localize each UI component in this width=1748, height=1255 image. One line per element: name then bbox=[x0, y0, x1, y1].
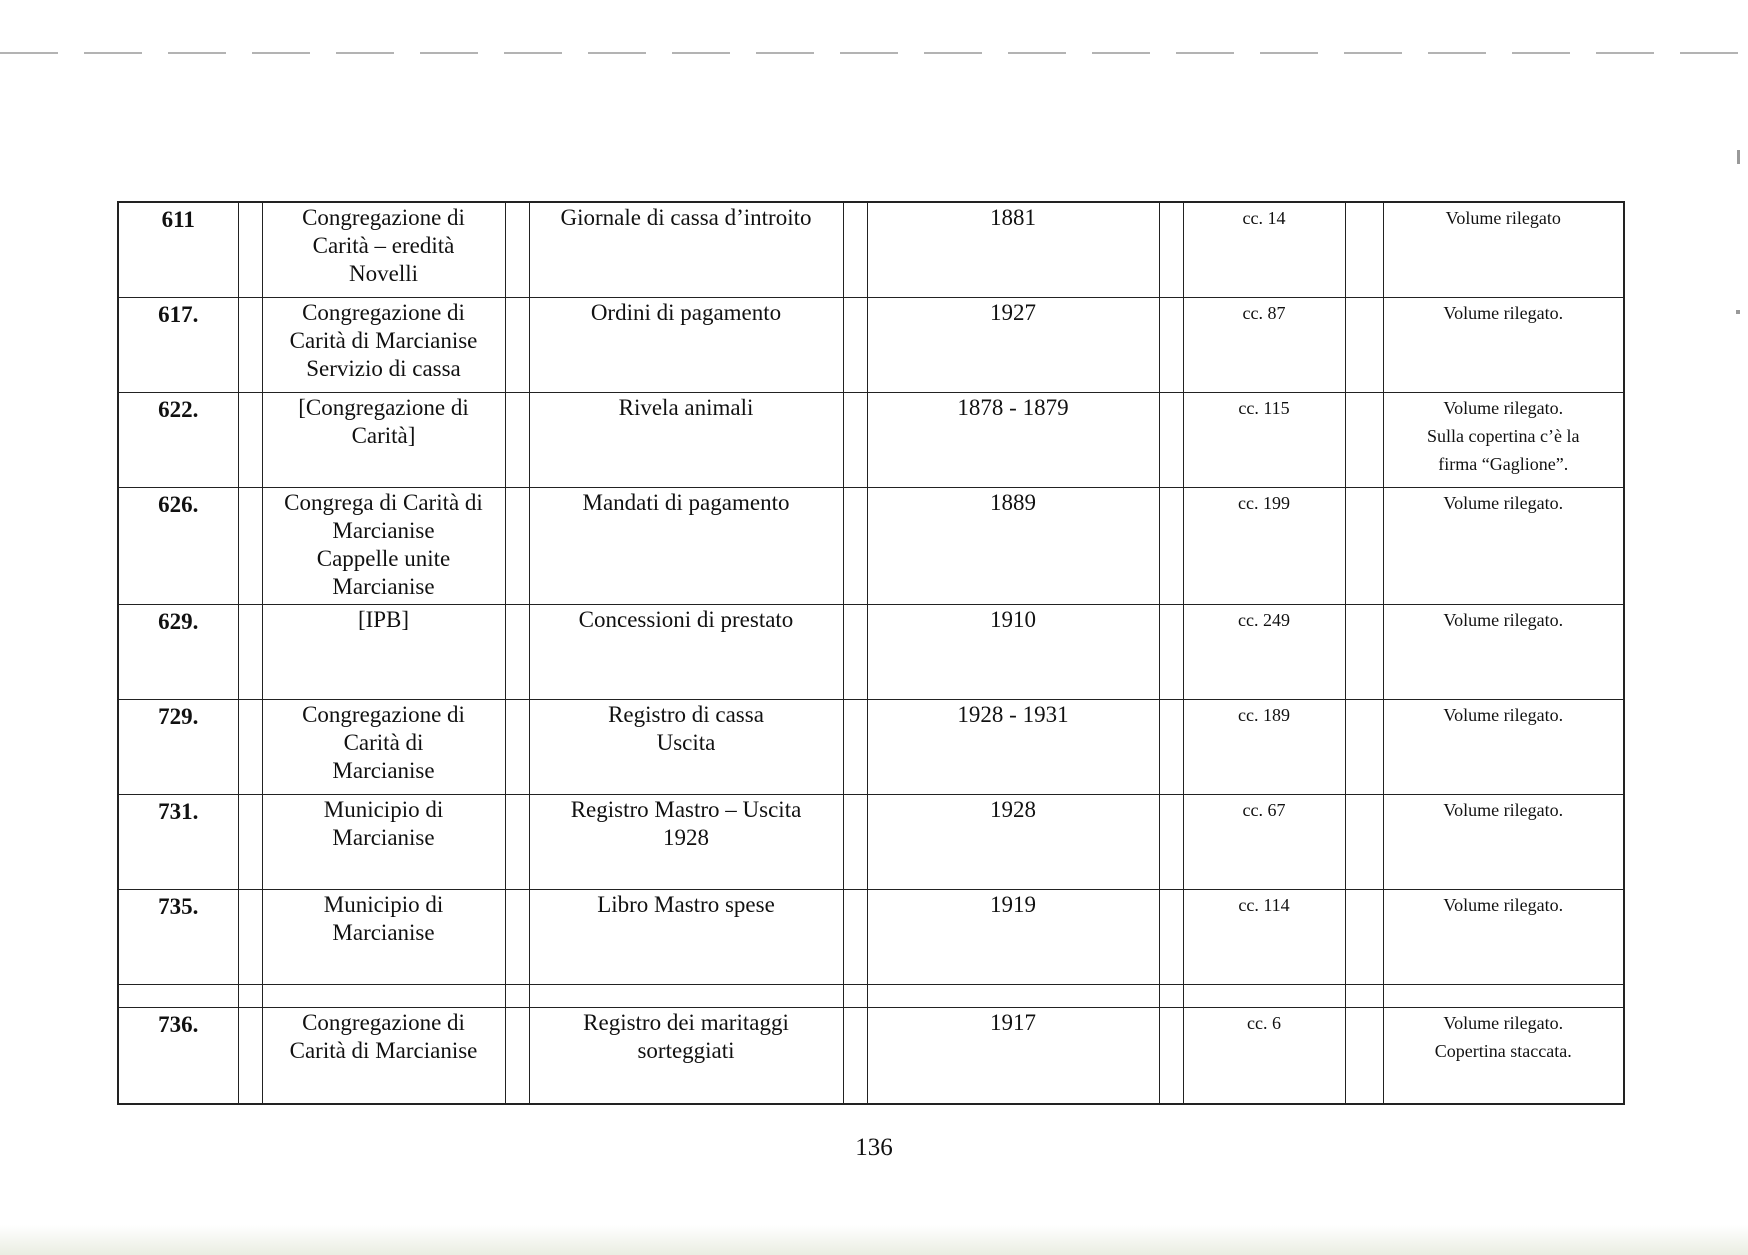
column-divider bbox=[843, 1008, 867, 1105]
column-divider bbox=[505, 795, 529, 890]
source-line: Congregazione di bbox=[302, 205, 465, 230]
note-line: Volume rilegato. bbox=[1443, 493, 1564, 513]
column-divider bbox=[505, 985, 529, 1008]
source-line: Servizio di cassa bbox=[306, 356, 461, 381]
note-line: Volume rilegato. bbox=[1443, 303, 1564, 323]
column-divider bbox=[505, 605, 529, 700]
note-line: Sulla copertina c’è la bbox=[1427, 426, 1580, 446]
page-number: 136 bbox=[855, 1134, 893, 1161]
column-divider bbox=[1345, 298, 1383, 393]
column-divider bbox=[843, 700, 867, 795]
source-line: Cappelle unite bbox=[316, 546, 451, 571]
record-number: 617. bbox=[118, 298, 238, 393]
record-note bbox=[1383, 700, 1624, 795]
record-number: 736. bbox=[118, 1008, 238, 1105]
column-divider bbox=[505, 700, 529, 795]
source-line: Carità] bbox=[351, 423, 416, 448]
column-divider bbox=[1345, 202, 1383, 298]
record-carte: cc. 6 bbox=[1183, 1008, 1345, 1105]
record-source bbox=[262, 393, 505, 488]
column-divider bbox=[238, 795, 262, 890]
source-line: Congregazione di bbox=[302, 1010, 465, 1035]
source-line: [Congregazione di bbox=[298, 395, 469, 420]
record-description bbox=[529, 605, 843, 700]
record-description bbox=[529, 202, 843, 298]
record-carte: cc. 14 bbox=[1183, 202, 1345, 298]
record-description bbox=[529, 1008, 843, 1105]
column-divider bbox=[1345, 890, 1383, 985]
record-source bbox=[262, 890, 505, 985]
scan-edge-dot bbox=[1736, 310, 1740, 314]
record-description bbox=[529, 795, 843, 890]
scan-bottom-edge bbox=[0, 1225, 1748, 1255]
column-divider bbox=[505, 890, 529, 985]
note-line: firma “Gaglione”. bbox=[1438, 454, 1569, 474]
note-line: Volume rilegato. bbox=[1443, 800, 1564, 820]
source-line: Carità di Marcianise bbox=[289, 328, 478, 353]
empty-cell bbox=[529, 985, 843, 1008]
description-line: Giornale di cassa d’introito bbox=[560, 205, 812, 230]
column-divider bbox=[505, 1008, 529, 1105]
column-divider bbox=[843, 202, 867, 298]
column-divider bbox=[238, 488, 262, 605]
column-divider bbox=[1159, 488, 1183, 605]
table-row bbox=[118, 605, 1624, 700]
column-divider bbox=[1345, 1008, 1383, 1105]
column-divider bbox=[1159, 1008, 1183, 1105]
archive-inventory-table bbox=[117, 201, 1625, 1105]
record-note bbox=[1383, 1008, 1624, 1105]
record-number: 731. bbox=[118, 795, 238, 890]
note-line: Volume rilegato. bbox=[1443, 398, 1564, 418]
record-carte: cc. 189 bbox=[1183, 700, 1345, 795]
table-row bbox=[118, 795, 1624, 890]
column-divider bbox=[843, 393, 867, 488]
column-divider bbox=[505, 488, 529, 605]
note-line: Volume rilegato. bbox=[1443, 610, 1564, 630]
record-number: 626. bbox=[118, 488, 238, 605]
column-divider bbox=[238, 202, 262, 298]
record-source bbox=[262, 605, 505, 700]
source-line: Carità di bbox=[343, 730, 424, 755]
table-row bbox=[118, 890, 1624, 985]
record-source bbox=[262, 488, 505, 605]
column-divider bbox=[843, 890, 867, 985]
column-divider bbox=[843, 795, 867, 890]
table-row bbox=[118, 202, 1624, 298]
note-line: Volume rilegato bbox=[1445, 208, 1561, 228]
description-line: Registro Mastro – Uscita bbox=[570, 797, 802, 822]
source-line: Congrega di Carità di bbox=[284, 490, 483, 515]
record-description bbox=[529, 700, 843, 795]
table-row bbox=[118, 488, 1624, 605]
record-description bbox=[529, 298, 843, 393]
record-source bbox=[262, 795, 505, 890]
record-source bbox=[262, 1008, 505, 1105]
column-divider bbox=[238, 393, 262, 488]
column-divider bbox=[1159, 700, 1183, 795]
record-description bbox=[529, 393, 843, 488]
column-divider bbox=[1345, 393, 1383, 488]
scan-top-dash-line bbox=[0, 52, 1748, 54]
record-number: 729. bbox=[118, 700, 238, 795]
record-year: 1928 - 1931 bbox=[867, 700, 1159, 795]
column-divider bbox=[843, 488, 867, 605]
column-divider bbox=[1159, 298, 1183, 393]
column-divider bbox=[1159, 202, 1183, 298]
table-row bbox=[118, 298, 1624, 393]
source-line: Marcianise bbox=[332, 825, 435, 850]
note-line: Volume rilegato. bbox=[1443, 705, 1564, 725]
record-year: 1927 bbox=[867, 298, 1159, 393]
description-line: Registro di cassa bbox=[608, 702, 764, 727]
column-divider bbox=[505, 202, 529, 298]
record-number: 629. bbox=[118, 605, 238, 700]
record-carte: cc. 199 bbox=[1183, 488, 1345, 605]
record-note bbox=[1383, 605, 1624, 700]
source-line: Marcianise bbox=[332, 920, 435, 945]
empty-cell bbox=[1183, 985, 1345, 1008]
source-line: Congregazione di bbox=[302, 702, 465, 727]
record-carte: cc. 87 bbox=[1183, 298, 1345, 393]
description-line: Mandati di pagamento bbox=[582, 490, 790, 515]
column-divider bbox=[1345, 985, 1383, 1008]
description-line: sorteggiati bbox=[637, 1038, 735, 1063]
column-divider bbox=[238, 890, 262, 985]
scan-edge-mark bbox=[1737, 150, 1740, 164]
source-line: [IPB] bbox=[357, 607, 410, 632]
record-carte: cc. 249 bbox=[1183, 605, 1345, 700]
note-line: Volume rilegato. bbox=[1443, 895, 1564, 915]
description-line: 1928 bbox=[663, 825, 709, 850]
column-divider bbox=[238, 1008, 262, 1105]
column-divider bbox=[1159, 605, 1183, 700]
record-carte: cc. 115 bbox=[1183, 393, 1345, 488]
column-divider bbox=[505, 393, 529, 488]
source-line: Carità – eredità bbox=[312, 233, 455, 258]
column-divider bbox=[843, 985, 867, 1008]
record-year: 1889 bbox=[867, 488, 1159, 605]
description-line: Rivela animali bbox=[618, 395, 754, 420]
record-note bbox=[1383, 298, 1624, 393]
table-row bbox=[118, 700, 1624, 795]
note-line: Volume rilegato. bbox=[1443, 1013, 1564, 1033]
record-year: 1919 bbox=[867, 890, 1159, 985]
column-divider bbox=[1159, 890, 1183, 985]
empty-cell bbox=[118, 985, 238, 1008]
record-note bbox=[1383, 795, 1624, 890]
source-line: Carità di Marcianise bbox=[289, 1038, 478, 1063]
column-divider bbox=[1159, 795, 1183, 890]
record-year: 1878 - 1879 bbox=[867, 393, 1159, 488]
record-carte: cc. 67 bbox=[1183, 795, 1345, 890]
record-note bbox=[1383, 488, 1624, 605]
empty-cell bbox=[867, 985, 1159, 1008]
record-description bbox=[529, 488, 843, 605]
description-line: Registro dei maritaggi bbox=[583, 1010, 789, 1035]
empty-cell bbox=[1383, 985, 1624, 1008]
record-carte: cc. 114 bbox=[1183, 890, 1345, 985]
column-divider bbox=[238, 700, 262, 795]
source-line: Novelli bbox=[349, 261, 418, 286]
record-note bbox=[1383, 890, 1624, 985]
record-note bbox=[1383, 202, 1624, 298]
column-divider bbox=[238, 298, 262, 393]
column-divider bbox=[1345, 488, 1383, 605]
column-divider bbox=[1159, 985, 1183, 1008]
column-divider bbox=[1159, 393, 1183, 488]
record-year: 1910 bbox=[867, 605, 1159, 700]
description-line: Concessioni di prestato bbox=[578, 607, 794, 632]
record-number: 622. bbox=[118, 393, 238, 488]
column-divider bbox=[505, 298, 529, 393]
note-line: Copertina staccata. bbox=[1434, 1041, 1572, 1061]
record-source bbox=[262, 298, 505, 393]
source-line: Municipio di bbox=[323, 892, 444, 917]
column-divider bbox=[238, 985, 262, 1008]
column-divider bbox=[843, 605, 867, 700]
record-year: 1881 bbox=[867, 202, 1159, 298]
record-year: 1928 bbox=[867, 795, 1159, 890]
source-line: Marcianise bbox=[332, 518, 435, 543]
column-divider bbox=[843, 298, 867, 393]
source-line: Marcianise bbox=[332, 574, 435, 599]
column-divider bbox=[1345, 605, 1383, 700]
description-line: Uscita bbox=[656, 730, 716, 755]
record-source bbox=[262, 700, 505, 795]
record-description bbox=[529, 890, 843, 985]
record-number: 735. bbox=[118, 890, 238, 985]
column-divider bbox=[1345, 795, 1383, 890]
table-row bbox=[118, 393, 1624, 488]
source-line: Municipio di bbox=[323, 797, 444, 822]
description-line: Libro Mastro spese bbox=[597, 892, 775, 917]
table-row bbox=[118, 1008, 1624, 1105]
column-divider bbox=[238, 605, 262, 700]
empty-cell bbox=[262, 985, 505, 1008]
column-divider bbox=[1345, 700, 1383, 795]
record-number: 611 bbox=[118, 202, 238, 298]
record-source bbox=[262, 202, 505, 298]
source-line: Marcianise bbox=[332, 758, 435, 783]
empty-table-row bbox=[118, 985, 1624, 1008]
source-line: Congregazione di bbox=[302, 300, 465, 325]
record-year: 1917 bbox=[867, 1008, 1159, 1105]
description-line: Ordini di pagamento bbox=[590, 300, 782, 325]
record-note bbox=[1383, 393, 1624, 488]
